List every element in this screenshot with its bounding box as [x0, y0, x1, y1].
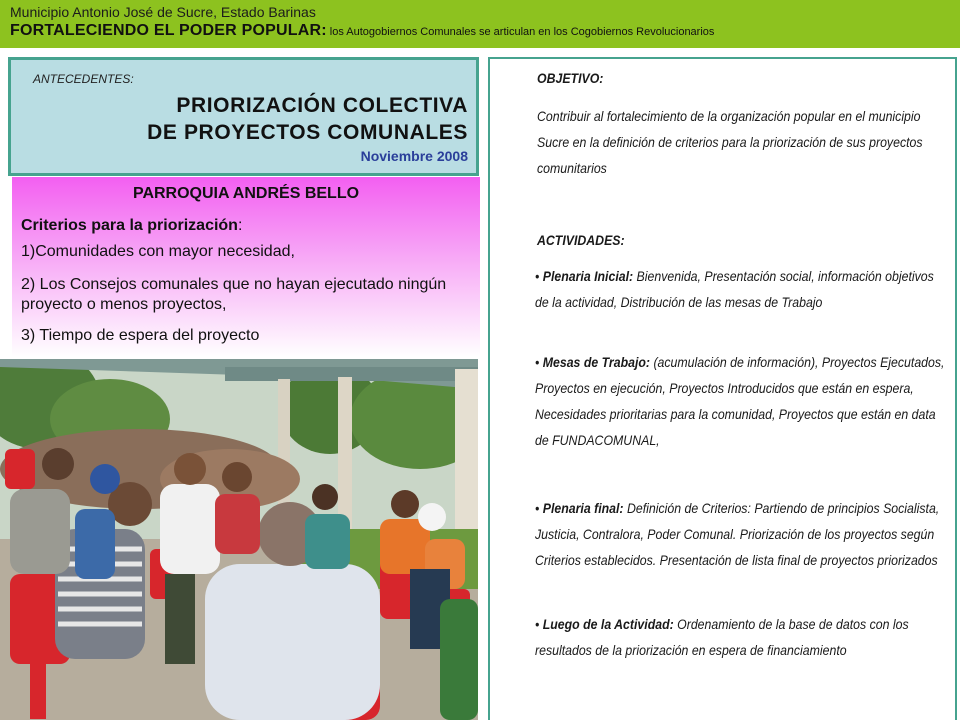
meeting-photo — [0, 359, 478, 720]
antecedentes-box — [8, 57, 479, 176]
bullet-icon: • — [535, 268, 543, 284]
bullet-icon: • — [535, 500, 543, 516]
actividad-text-1: Bienvenida, Presentación social, información objetivos de la actividad, Distribución de las mesas de Trabajo — [535, 268, 934, 310]
actividad-item-3 — [535, 495, 950, 573]
actividad-item-4 — [535, 611, 950, 663]
actividad-label-4: Luego de la Actividad: — [542, 616, 674, 632]
slogan-rest: los Autogobiernos Comunales se articulan en los Cogobiernos Revolucionarios — [326, 26, 715, 38]
actividad-label-2: Mesas de Trabajo: — [542, 354, 651, 370]
municipality-line: Municipio Antonio José de Sucre, Estado Barinas — [10, 4, 316, 20]
objetivo-heading: OBJETIVO: — [537, 70, 604, 86]
title-line-1: PRIORIZACIÓN COLECTIVA — [176, 94, 468, 117]
header-banner — [0, 0, 960, 48]
slogan-line — [10, 22, 714, 40]
actividad-text-2: (acumulación de información), Proyectos Ejecutados, Proyectos en ejecución, Proyectos Introducidos que están en espera, Necesidades prioritarias para la comunidad, Proyectos que están en data de FUNDACOMUNAL, — [535, 354, 945, 448]
right-text-panel — [488, 57, 957, 720]
date-label: Noviembre 2008 — [360, 148, 468, 164]
parroquia-panel — [12, 177, 480, 357]
actividad-label-1: Plenaria Inicial: — [542, 268, 634, 284]
criterio-item-2: 2) Los Consejos comunales que no hayan ejecutado ningún proyecto o menos proyectos, — [21, 276, 447, 313]
bullet-icon: • — [535, 354, 543, 370]
title-line-2: DE PROYECTOS COMUNALES — [147, 121, 468, 144]
bullet-icon: • — [535, 616, 543, 632]
slogan-strong: FORTALECIENDO EL PODER POPULAR: — [10, 22, 327, 39]
criterio-item-1: 1)Comunidades con mayor necesidad, — [21, 243, 295, 260]
actividad-text-3: Definición de Criterios: Partiendo de principios Socialista, Justicia, Contralora, Poder Comunal. Priorización de los proyectos según Criterios establecidos. Presentación de lista final de proyectos priorizados — [535, 500, 940, 568]
actividad-item-2 — [535, 349, 950, 453]
actividad-item-1 — [535, 263, 950, 315]
page-title — [147, 92, 468, 146]
criterios-label: Criterios para la priorización — [21, 217, 238, 234]
criterios-colon: : — [237, 217, 243, 234]
criterio-item-3: 3) Tiempo de espera del proyecto — [21, 327, 260, 344]
criterios-heading — [21, 217, 242, 235]
actividad-label-3: Plenaria final: — [542, 500, 624, 516]
parroquia-title: PARROQUIA ANDRÉS BELLO — [132, 185, 360, 202]
actividades-heading: ACTIVIDADES: — [537, 232, 625, 248]
actividad-text-4: Ordenamiento de la base de datos con los resultados de la priorización en espera de financiamiento — [535, 616, 909, 658]
antecedentes-label: ANTECEDENTES: — [33, 72, 134, 86]
objetivo-text: Contribuir al fortalecimiento de la organización popular en el municipio Sucre en la definición de criterios para la priorización de sus proyectos comunitarios — [537, 108, 923, 176]
